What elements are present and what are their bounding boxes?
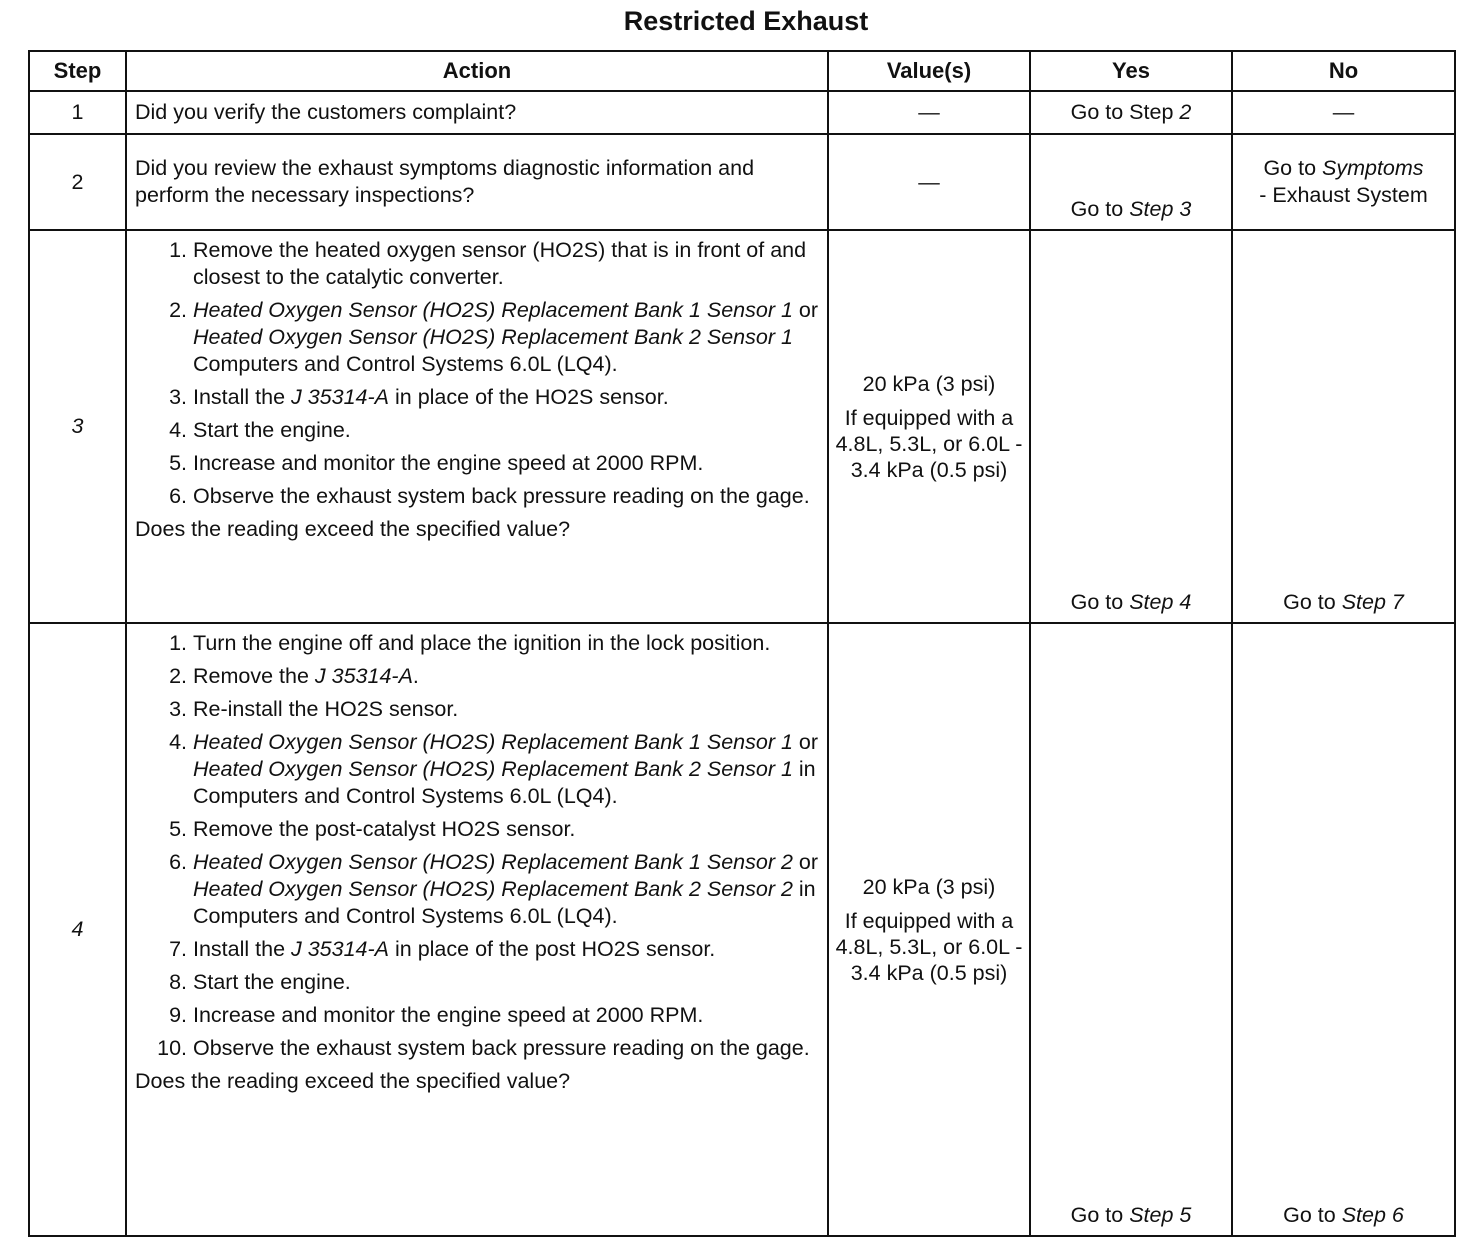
yes-step-link[interactable]: Step 5: [1129, 1203, 1192, 1227]
list-item: 6. Heated Oxygen Sensor (HO2S) Replacement Bank 1 Sensor 2 or Heated Oxygen Sensor (HO2S) Replacement Bank 2 Sensor 2 in Computers and Control Systems 6.0L (LQ4).: [193, 849, 819, 930]
value-cell: [828, 230, 1030, 623]
header-no: No: [1232, 51, 1455, 91]
action-list: [135, 630, 819, 1062]
question-text: Does the reading exceed the specified value?: [135, 517, 571, 541]
list-item: 3. Re-install the HO2S sensor.: [193, 696, 819, 723]
table-row: [29, 623, 1455, 1236]
action-text: Did you review the exhaust symptoms diagnostic information and perform the necessary inspections?: [126, 134, 828, 230]
yes-prefix: Go to: [1070, 197, 1130, 221]
yes-step-link[interactable]: Step 4: [1129, 590, 1192, 614]
question-text: Does the reading exceed the specified value?: [135, 1069, 571, 1093]
header-row: [29, 51, 1455, 91]
value-cell: —: [828, 134, 1030, 230]
no-cell: [1232, 134, 1455, 230]
list-item: 3. Install the J 35314-A in place of the HO2S sensor.: [193, 384, 819, 411]
yes-cell: [1030, 623, 1232, 1236]
no-symptoms-link[interactable]: Symptoms: [1322, 156, 1424, 180]
list-item: 4. Start the engine.: [193, 417, 819, 444]
no-prefix: Go to: [1263, 156, 1322, 180]
table-row: [29, 134, 1455, 230]
header-yes: Yes: [1030, 51, 1232, 91]
yes-cell: [1030, 134, 1232, 230]
value-primary: 20 kPa (3 psi): [862, 874, 996, 899]
no-suffix: - Exhaust System: [1259, 183, 1428, 207]
list-item: 8. Start the engine.: [193, 969, 819, 996]
list-item: 6. Observe the exhaust system back pressure reading on the gage.: [193, 483, 819, 510]
page-title: Restricted Exhaust: [623, 6, 869, 36]
list-item: 5. Remove the post-catalyst HO2S sensor.: [193, 816, 819, 843]
list-item: 9. Increase and monitor the engine speed at 2000 RPM.: [193, 1002, 819, 1029]
list-item: 2. Remove the J 35314-A.: [193, 663, 819, 690]
list-item: 5. Increase and monitor the engine speed at 2000 RPM.: [193, 450, 819, 477]
action-cell: [126, 623, 828, 1236]
list-item: 10. Observe the exhaust system back pressure reading on the gage.: [193, 1035, 819, 1062]
value-primary: 20 kPa (3 psi): [862, 371, 996, 396]
yes-step-link[interactable]: 2: [1179, 100, 1192, 124]
action-cell: [126, 230, 828, 623]
value-secondary: If equipped with a 4.8L, 5.3L, or 6.0L - 3.4 kPa (0.5 psi): [835, 405, 1023, 482]
no-step-link[interactable]: Step 6: [1341, 1203, 1404, 1227]
action-list: [135, 237, 819, 510]
no-cell: [1232, 230, 1455, 623]
list-item: 1. Remove the heated oxygen sensor (HO2S) that is in front of and closest to the catalytic converter.: [193, 237, 819, 291]
no-prefix: Go to: [1283, 1203, 1342, 1227]
no-cell: —: [1232, 91, 1455, 134]
yes-step-link[interactable]: Step 3: [1129, 197, 1192, 221]
list-item: 1. Turn the engine off and place the ignition in the lock position.: [193, 630, 819, 657]
header-step: Step: [29, 51, 126, 91]
no-cell: [1232, 623, 1455, 1236]
value-secondary: If equipped with a 4.8L, 5.3L, or 6.0L - 3.4 kPa (0.5 psi): [835, 908, 1023, 985]
yes-cell: [1030, 91, 1232, 134]
step-number: 4: [29, 623, 126, 1236]
list-item: 7. Install the J 35314-A in place of the post HO2S sensor.: [193, 936, 819, 963]
step-number: 2: [29, 134, 126, 230]
list-item: 4. Heated Oxygen Sensor (HO2S) Replacement Bank 1 Sensor 1 or Heated Oxygen Sensor (HO2S) Replacement Bank 2 Sensor 1 in Computers and Control Systems 6.0L (LQ4).: [193, 729, 819, 810]
header-action: Action: [126, 51, 828, 91]
yes-prefix: Go to Step: [1070, 100, 1180, 124]
no-step-link[interactable]: Step 7: [1341, 590, 1404, 614]
step-number: 1: [29, 91, 126, 134]
diagnostic-table: [28, 50, 1456, 1237]
yes-cell: [1030, 230, 1232, 623]
table-row: [29, 91, 1455, 134]
list-item: 2. Heated Oxygen Sensor (HO2S) Replacement Bank 1 Sensor 1 or Heated Oxygen Sensor (HO2S) Replacement Bank 2 Sensor 1 Computers and Control Systems 6.0L (LQ4).: [193, 297, 819, 378]
value-cell: —: [828, 91, 1030, 134]
value-cell: [828, 623, 1030, 1236]
header-values: Value(s): [828, 51, 1030, 91]
table-row: [29, 230, 1455, 623]
action-text: Did you verify the customers complaint?: [126, 91, 828, 134]
step-number: 3: [29, 230, 126, 623]
yes-prefix: Go to: [1070, 1203, 1130, 1227]
no-prefix: Go to: [1283, 590, 1342, 614]
yes-prefix: Go to: [1070, 590, 1130, 614]
